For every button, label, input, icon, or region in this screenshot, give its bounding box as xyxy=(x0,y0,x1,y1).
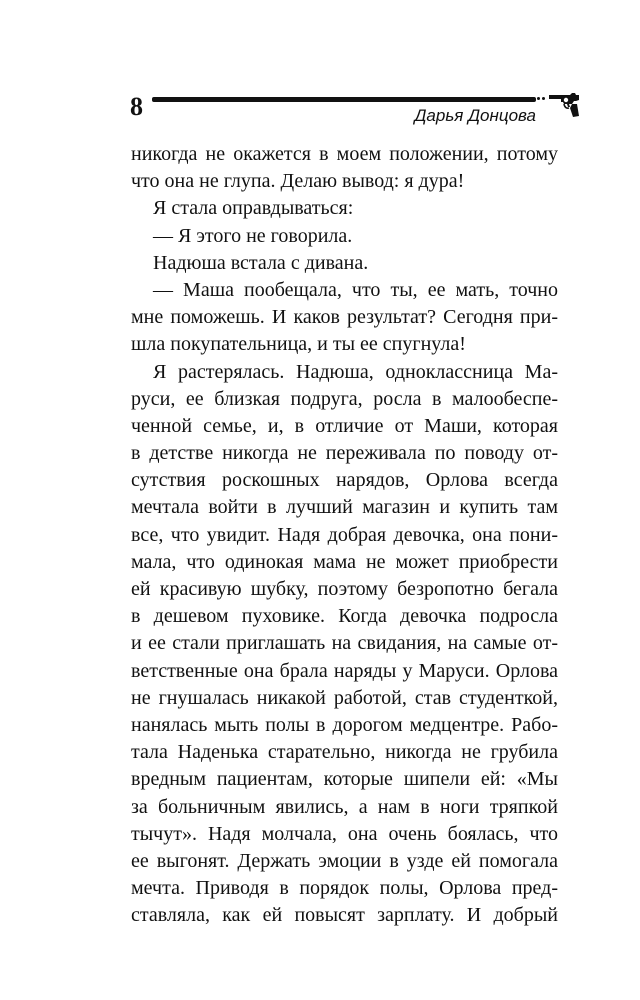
text-line: — Маша пообещала, что ты, ее мать, точно xyxy=(153,278,558,301)
text-line: Я стала оправдываться: xyxy=(153,197,354,220)
text-line: в детстве никогда не переживала по поводу от- xyxy=(131,442,558,465)
header-rule xyxy=(152,97,536,102)
text-line: не гнушалась никакой работой, став студенткой, xyxy=(131,686,558,709)
text-line: что она не глупа. Делаю вывод: я дура! xyxy=(131,170,465,193)
text-line: все, что увидит. Надя добрая девочка, она пони- xyxy=(131,523,558,546)
text-line: ей красивую шубку, поэтому безропотно бегала xyxy=(131,578,558,600)
text-line: сутствия роскошных нарядов, Орлова всегда xyxy=(131,469,558,492)
body-text xyxy=(131,141,558,929)
revolver-icon xyxy=(548,92,580,118)
text-line: шла покупательница, и ты ее спугнула! xyxy=(131,333,466,356)
text-line: мечта. Приводя в порядок полы, Орлова пред- xyxy=(131,877,558,900)
text-line: за больничным явились, а нам в ноги тряпкой xyxy=(131,795,558,818)
text-line: Я растерялась. Надюша, одноклассница Ма- xyxy=(153,360,558,383)
text-line: мне поможешь. И каков результат? Сегодня при- xyxy=(131,306,558,329)
text-line: ее выгонят. Держать эмоции в узде ей помогала xyxy=(131,849,558,872)
running-header-author: Дарья Донцова xyxy=(414,106,536,125)
page-number: 8 xyxy=(130,92,143,121)
text-line: никогда не окажется в моем положении, потому xyxy=(131,143,558,165)
text-line: руси, ее близкая подруга, росла в малообеспе- xyxy=(131,387,558,410)
text-line: вредным пациентам, которые шипели ей: «Мы xyxy=(131,768,558,791)
text-line: в дешевом пуховике. Когда девочка подросла xyxy=(131,605,558,628)
text-line: тала Наденька старательно, никогда не грубила xyxy=(131,741,558,764)
text-line: — Я этого не говорила. xyxy=(153,224,353,247)
text-line: ставляла, как ей повысят зарплату. И добрый xyxy=(131,904,558,927)
text-line: мала, что одинокая мама не может приобрести xyxy=(131,550,558,573)
text-line: и ее стали приглашать на свидания, на самые от- xyxy=(131,632,558,655)
text-line: Надюша встала с дивана. xyxy=(153,251,369,274)
text-line: нанялась мыть полы в дорогом медцентре. Рабо- xyxy=(131,713,558,736)
text-line: тычут». Надя молчала, она очень боялась, что xyxy=(131,822,558,845)
text-line: ветственные она брала наряды у Маруси. Орлова xyxy=(131,659,558,682)
text-line: ченной семье, и, в отличие от Маши, которая xyxy=(131,414,558,437)
text-line: мечтала войти в лучший магазин и купить там xyxy=(131,496,558,519)
